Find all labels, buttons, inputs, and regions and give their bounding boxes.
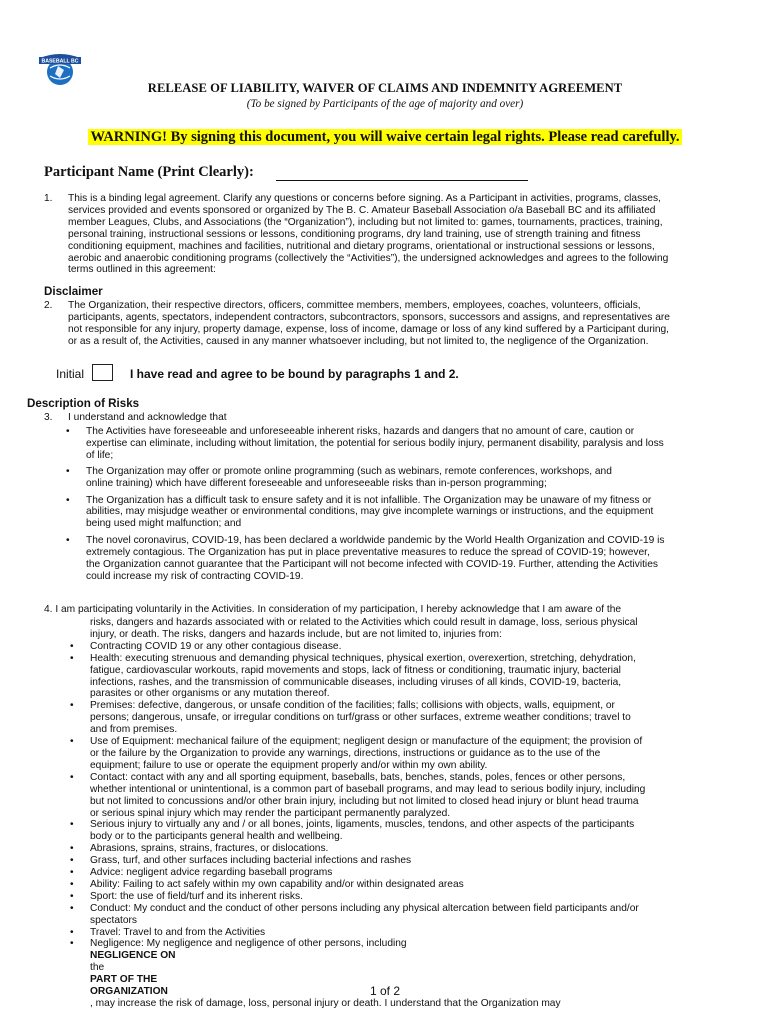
paragraph-line: conditioning equipment, machines and facilities, nutritional and dietary programs, orientational or instructional sessions or lessons, bbox=[68, 240, 655, 252]
paragraph-number: 3. bbox=[44, 412, 53, 423]
paragraph-line: or as a result of, the Activities, caused in any manner whatsoever including, but not limited to, the negligence of the Organization. bbox=[68, 335, 649, 347]
paragraph-line: participants, agents, spectators, independent contractors, subcontractors, sponsors, successors and assigns, and representatives are bbox=[68, 311, 670, 323]
paragraph-4-first-line bbox=[44, 604, 621, 616]
paragraph-intro: I understand and acknowledge that bbox=[68, 412, 227, 423]
list-line: the Organization cannot guarantee that the Participant will not become infected with COVID-19. Further, attending the Activities bbox=[86, 559, 658, 571]
list-line: • Contact: contact with any and all sporting equipment, baseballs, bats, benches, stands, poles, fences or other persons, bbox=[90, 771, 626, 783]
list-item bbox=[90, 736, 645, 772]
svg-text:BASEBALL BC: BASEBALL BC bbox=[41, 58, 79, 65]
list-line: • Advice: negligent advice regarding baseball programs bbox=[90, 867, 333, 879]
list-line: parasites or other organisms or any mutation thereof. bbox=[90, 688, 330, 700]
list-line: • Use of Equipment: mechanical failure of the equipment; negligent design or manufacture of the equipment; the provision of bbox=[90, 736, 643, 748]
list-line: • Conduct: My conduct and the conduct of other persons including any physical altercation between field participants and/or bbox=[90, 902, 639, 914]
page-number: 1 of 2 bbox=[369, 984, 401, 998]
paragraph-1 bbox=[44, 193, 669, 276]
participant-name-field[interactable] bbox=[276, 180, 528, 181]
list-item bbox=[90, 653, 645, 701]
list-line: • Abrasions, sprains, strains, fractures, or dislocations. bbox=[90, 843, 329, 855]
list-item bbox=[90, 772, 645, 820]
hazard-bullet-list bbox=[90, 641, 645, 1010]
list-line bbox=[90, 938, 645, 986]
list-item bbox=[86, 495, 665, 531]
negligence-text: • Negligence: My negligence and negligence of other persons, including bbox=[90, 938, 407, 950]
list-item bbox=[90, 843, 645, 855]
list-line: but not limited to concussions and/or other brain injury, including but not limited to closed head injury or blunt head trauma bbox=[90, 795, 639, 807]
list-item bbox=[90, 819, 645, 843]
list-line: • Premises: defective, dangerous, or unsafe condition of the facilities; falls; collisions with objects, walls, equipment, or bbox=[90, 700, 615, 712]
list-line: • Health: executing strenuous and demanding physical techniques, physical exertion, overexertion, stretching, dehydration, bbox=[90, 652, 636, 664]
list-line: infections, rashes, and the transmission of communicable diseases, including viruses of all kinds, COVID-19, bacteria, bbox=[90, 676, 622, 688]
list-line: • Serious injury to virtually any and / or all bones, joints, ligaments, muscles, tendons, and other aspects of the participants bbox=[90, 819, 635, 831]
list-line: • Sport: the use of field/turf and its inherent risks. bbox=[90, 890, 303, 902]
list-line: expertise can eliminate, including without limitation, the potential for serious bodily injury, permanent disability, paralysis and loss bbox=[86, 437, 664, 449]
list-line: equipment; failure to use or operate the equipment properly and/or within my own ability. bbox=[90, 759, 488, 771]
participant-name-label: Participant Name (Print Clearly): bbox=[44, 164, 254, 180]
list-item bbox=[86, 466, 665, 490]
paragraph-line: aerobic and anaerobic conditioning programs (collectively the “Activities”), the undersigned acknowledges and agrees to the following bbox=[68, 252, 669, 264]
list-item bbox=[90, 867, 645, 879]
warning-text: WARNING! By signing this document, you will waive certain legal rights. Please read carefully. bbox=[90, 129, 680, 145]
list-item bbox=[90, 927, 645, 939]
paragraph-line: personal training, instructional sessions or lessons, conditioning programs, dry land training, use of strength training and fitness bbox=[68, 228, 641, 240]
list-line: or the failure by the Organization to provide any warnings, directions, instructions or guidance as to the use of the bbox=[90, 747, 601, 759]
list-line: • The Organization may offer or promote online programming (such as webinars, remote conferences, workshops, and bbox=[86, 465, 612, 477]
paragraph-4 bbox=[90, 617, 645, 1010]
paragraph-line: This is a binding legal agreement. Clarify any questions or concerns before signing. As a Participant in activities, programs, classes, bbox=[68, 193, 661, 204]
paragraph-line: member Leagues, Clubs, and Associations (the “Organization”), including but not limited to: games, tournaments, practices, training, bbox=[68, 216, 663, 228]
paragraph-line: risks, dangers and hazards associated with or related to the Activities which could result in damage, loss, serious physical bbox=[90, 617, 638, 628]
paragraph-line: terms outlined in this agreement: bbox=[68, 264, 216, 276]
risks-heading: Description of Risks bbox=[27, 397, 140, 410]
list-line: • The novel coronavirus, COVID-19, has been declared a worldwide pandemic by the World Health Organization and COVID-19 is bbox=[86, 535, 665, 547]
list-line: and from premises. bbox=[90, 724, 178, 736]
list-line: • Grass, turf, and other surfaces including bacterial infections and rashes bbox=[90, 855, 412, 867]
paragraph-3 bbox=[44, 412, 227, 424]
risk-bullet-list bbox=[86, 426, 665, 583]
list-line: • Contracting COVID 19 or any other contagious disease. bbox=[90, 640, 342, 652]
list-line: or serious spinal injury which may render the participant permanently paralyzed. bbox=[90, 807, 451, 819]
list-line: • The Organization has a difficult task to ensure safety and it is not infallible. The Organization may be unaware of my fitness or bbox=[86, 494, 652, 506]
initial-checkbox[interactable] bbox=[92, 364, 113, 381]
list-line: whether intentional or unintentional, is a common part of baseball programs, and may lead to serious bodily injury, including bbox=[90, 783, 646, 795]
initial-label: Initial bbox=[56, 367, 85, 381]
list-line: online training) which have different foreseeable and unforeseeable risks than in-person programming; bbox=[86, 477, 547, 489]
negligence-bold: PART OF THE bbox=[90, 974, 158, 986]
list-item bbox=[90, 891, 645, 903]
paragraph-line: not responsible for any injury, property damage, expense, loss of income, damage or loss of any kind suffered by a Participant during, bbox=[68, 323, 670, 335]
list-item bbox=[90, 879, 645, 891]
negligence-bold: ORGANIZATION bbox=[90, 986, 168, 998]
list-item bbox=[86, 426, 665, 462]
list-line: spectators bbox=[90, 914, 137, 926]
list-line: of life; bbox=[86, 449, 114, 461]
disclaimer-heading: Disclaimer bbox=[44, 285, 103, 298]
negligence-text: , may increase the risk of damage, loss, personal injury or death. I understand that the Organization may bbox=[90, 998, 561, 1009]
list-line: • Ability: Failing to act safely within my own capability and/or within designated areas bbox=[90, 878, 464, 890]
list-line: abilities, may misjudge weather or environmental conditions, may give incomplete warnings or instructions, and the equipment bbox=[86, 506, 654, 518]
list-item bbox=[90, 903, 645, 927]
list-line: persons; dangerous, unsafe, or irregular conditions on turf/grass or other surfaces, extreme weather conditions; travel to bbox=[90, 712, 631, 724]
list-item-negligence bbox=[90, 938, 645, 1009]
paragraph-line: services provided and events sponsored or organized by The B. C. Amateur Baseball Association o/a Baseball BC and its affiliated bbox=[68, 204, 656, 216]
negligence-text: the bbox=[90, 962, 105, 974]
paragraph-number: 2. bbox=[44, 300, 53, 311]
list-line: body or to the participants general health and wellbeing. bbox=[90, 831, 343, 843]
list-line: could increase my risk of contracting COVID-19. bbox=[86, 570, 304, 582]
paragraph-number: 1. bbox=[44, 193, 53, 204]
list-item bbox=[90, 700, 645, 736]
list-item bbox=[90, 641, 645, 653]
list-item bbox=[90, 855, 645, 867]
document-title: RELEASE OF LIABILITY, WAIVER OF CLAIMS AND INDEMNITY AGREEMENT bbox=[147, 81, 623, 95]
initial-statement: I have read and agree to be bound by paragraphs 1 and 2. bbox=[130, 367, 459, 381]
list-line: • The Activities have foreseeable and unforeseeable inherent risks, hazards and dangers that no amount of care, caution or bbox=[86, 426, 635, 437]
negligence-bold: NEGLIGENCE ON bbox=[90, 950, 176, 962]
paragraph-2 bbox=[44, 300, 670, 348]
paragraph-line: 4. I am participating voluntarily in the Activities. In consideration of my participation, I hereby acknowledge that I am aware of the bbox=[44, 604, 622, 615]
list-line: fatigue, cardiovascular workouts, rapid movements and stops, lack of fitness or conditioning, traumatic injury, bacterial bbox=[90, 664, 621, 676]
warning-banner bbox=[0, 128, 770, 146]
paragraph-line: injury, or death. The risks, dangers and hazards include, but are not limited to, injuries from: bbox=[90, 628, 502, 640]
document-subtitle: (To be signed by Participants of the age of majority and over) bbox=[246, 98, 524, 110]
list-line: being used might malfunction; and bbox=[86, 518, 242, 530]
list-line: • Travel: Travel to and from the Activities bbox=[90, 926, 266, 938]
paragraph-line: The Organization, their respective directors, officers, committee members, members, employees, coaches, volunteers, officials, bbox=[68, 300, 641, 311]
list-line: extremely contagious. The Organization has put in place preventative measures to reduce the spread of COVID-19; however, bbox=[86, 547, 650, 559]
list-item bbox=[86, 535, 665, 583]
